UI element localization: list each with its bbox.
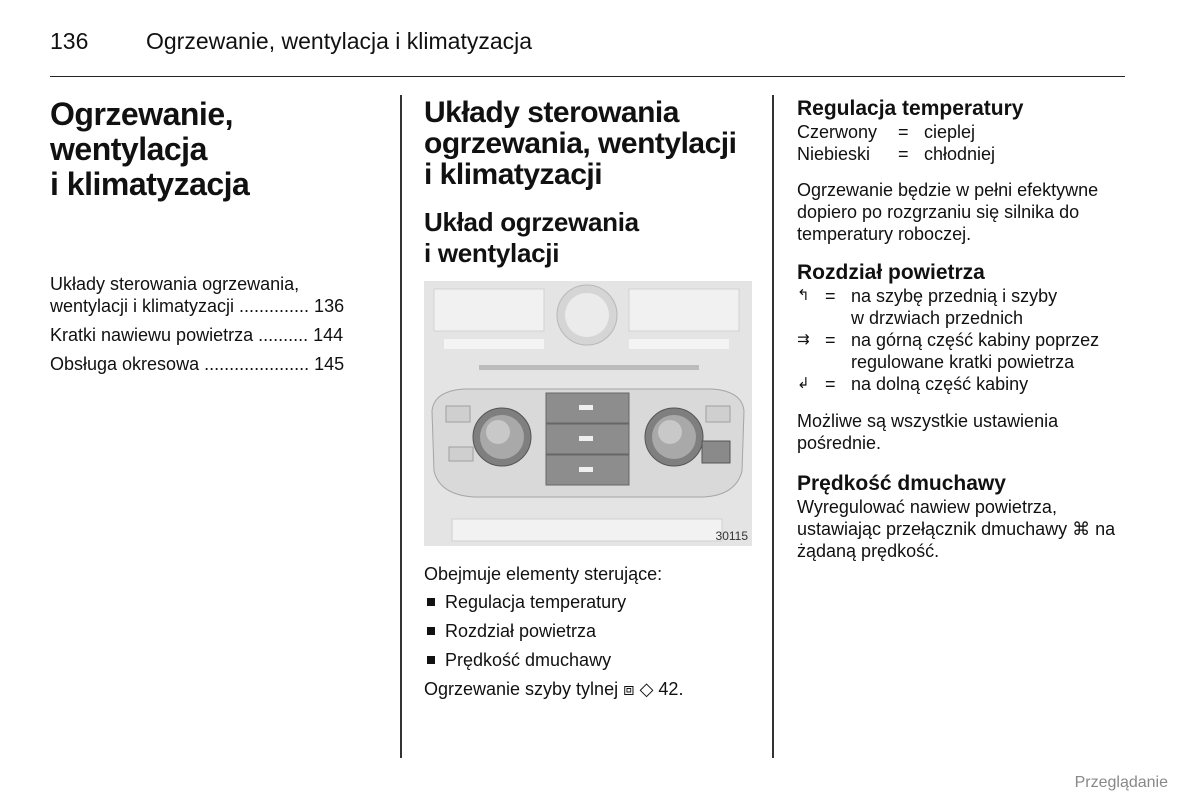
column-divider (772, 95, 774, 758)
figure-number: 30115 (715, 529, 748, 543)
section-title: Układy sterowania ogrzewania, wentylacji i klimatyzacji (424, 96, 737, 191)
page-header (50, 22, 1125, 77)
controls-list (424, 591, 754, 671)
upper-cabin-airflow-icon: ⇉ (797, 331, 810, 348)
temp-row: Niebieski = chłodniej (797, 144, 996, 164)
air-row: ⇉ = na górną część kabiny poprzez regulowane kratki powietrza (797, 330, 1100, 372)
air-heading: Rozdział powietrza (797, 261, 985, 284)
bullet-icon (427, 656, 435, 664)
chapter-title: Ogrzewanie, wentylacja i klimatyzacja (50, 96, 250, 202)
intro-text: Obejmuje elementy sterujące: (424, 564, 663, 584)
page-number: 136 (50, 28, 89, 54)
fan-heading: Prędkość dmuchawy (797, 472, 1006, 495)
air-row: ↰ = na szybę przednią i szyby w drzwiach przednich (797, 286, 1058, 328)
rear-window-note: Ogrzewanie szyby tylnej ⧈ ◇ 42. (424, 679, 684, 699)
bullet-icon (427, 627, 435, 635)
details-column (797, 97, 1127, 562)
toc-entry[interactable]: Obsługa okresowa ..................... 145 (50, 354, 345, 374)
table-of-contents (50, 273, 385, 375)
subsection-title: Układ ogrzewania i wentylacji (424, 207, 639, 268)
fan-icon: ⌘ (1072, 519, 1091, 539)
running-title: Ogrzewanie, wentylacja i klimatyzacja (146, 28, 533, 54)
bullet-icon (427, 598, 435, 606)
chapter-column (50, 97, 385, 382)
temp-text: Ogrzewanie będzie w pełni efektywne dopiero po rozgrzaniu się silnika do temperatury roboczej. (797, 180, 1099, 244)
fan-text: Wyregulować nawiew powietrza, ustawiając przełącznik dmuchawy ⌘ na żądaną prędkość. (797, 497, 1116, 561)
windscreen-airflow-icon: ↰ (797, 287, 810, 304)
list-item: Rozdział powietrza (424, 620, 754, 642)
footwell-airflow-icon: ↲ (797, 375, 810, 392)
control-panel-illustration (424, 281, 752, 546)
list-item: Regulacja temperatury (424, 591, 754, 613)
air-row: ↲ = na dolną część kabiny (797, 374, 1029, 394)
temp-heading: Regulacja temperatury (797, 97, 1024, 120)
air-text: Możliwe są wszystkie ustawienia pośrednie. (797, 411, 1059, 453)
footer-link[interactable]: Przeglądanie (1074, 774, 1168, 791)
toc-entry[interactable]: Układy sterowania ogrzewania, wentylacji i klimatyzacji .............. 136 (50, 274, 345, 316)
controls-column (424, 97, 754, 700)
control-panel-figure (424, 281, 752, 546)
temp-row: Czerwony = cieplej (797, 122, 976, 142)
list-item: Prędkość dmuchawy (424, 649, 754, 671)
rear-window-heater-icon: ⧈ (623, 679, 635, 699)
page-reference-link[interactable]: ◇ 42. (639, 679, 684, 699)
toc-entry[interactable]: Kratki nawiewu powietrza .......... 144 (50, 325, 344, 345)
column-divider (400, 95, 402, 758)
